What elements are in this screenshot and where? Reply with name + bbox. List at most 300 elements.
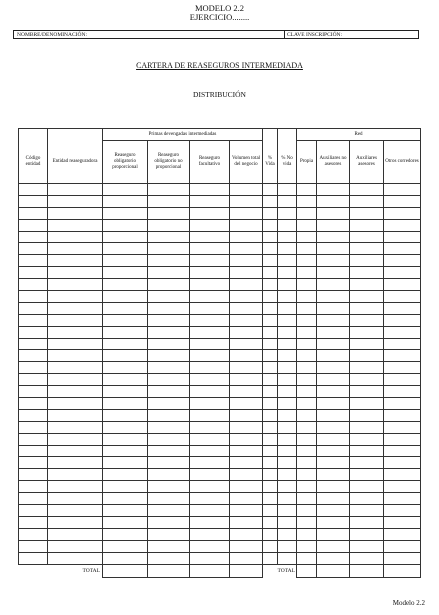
table-cell[interactable] bbox=[350, 267, 384, 279]
table-cell[interactable] bbox=[230, 516, 263, 528]
table-cell[interactable] bbox=[148, 445, 190, 457]
table-cell[interactable] bbox=[384, 386, 421, 398]
table-cell[interactable] bbox=[48, 540, 103, 552]
table-cell[interactable] bbox=[350, 481, 384, 493]
table-cell[interactable] bbox=[148, 421, 190, 433]
table-cell[interactable] bbox=[103, 314, 148, 326]
table-cell[interactable] bbox=[297, 195, 317, 207]
table-cell[interactable] bbox=[278, 255, 297, 267]
table-cell[interactable] bbox=[317, 184, 350, 196]
table-cell[interactable] bbox=[103, 505, 148, 517]
table-cell[interactable] bbox=[384, 291, 421, 303]
table-cell[interactable] bbox=[350, 279, 384, 291]
table-cell[interactable] bbox=[230, 386, 263, 398]
table-cell[interactable] bbox=[263, 552, 278, 564]
table-cell[interactable] bbox=[278, 338, 297, 350]
table-cell[interactable] bbox=[148, 409, 190, 421]
table-cell[interactable] bbox=[190, 314, 230, 326]
table-cell[interactable] bbox=[48, 243, 103, 255]
table-cell[interactable] bbox=[278, 528, 297, 540]
total-cell[interactable] bbox=[103, 564, 148, 577]
table-cell[interactable] bbox=[148, 469, 190, 481]
table-cell[interactable] bbox=[19, 528, 48, 540]
table-cell[interactable] bbox=[384, 279, 421, 291]
table-cell[interactable] bbox=[103, 398, 148, 410]
table-cell[interactable] bbox=[384, 493, 421, 505]
table-cell[interactable] bbox=[103, 184, 148, 196]
table-cell[interactable] bbox=[278, 231, 297, 243]
table-cell[interactable] bbox=[263, 255, 278, 267]
table-cell[interactable] bbox=[103, 326, 148, 338]
table-cell[interactable] bbox=[297, 267, 317, 279]
table-cell[interactable] bbox=[317, 267, 350, 279]
table-cell[interactable] bbox=[19, 493, 48, 505]
table-cell[interactable] bbox=[278, 314, 297, 326]
table-cell[interactable] bbox=[148, 195, 190, 207]
table-cell[interactable] bbox=[190, 195, 230, 207]
table-cell[interactable] bbox=[19, 469, 48, 481]
table-cell[interactable] bbox=[317, 195, 350, 207]
table-cell[interactable] bbox=[19, 314, 48, 326]
table-cell[interactable] bbox=[48, 457, 103, 469]
table-cell[interactable] bbox=[350, 398, 384, 410]
table-cell[interactable] bbox=[148, 528, 190, 540]
table-cell[interactable] bbox=[278, 350, 297, 362]
table-cell[interactable] bbox=[263, 516, 278, 528]
table-cell[interactable] bbox=[297, 433, 317, 445]
table-cell[interactable] bbox=[384, 184, 421, 196]
table-cell[interactable] bbox=[384, 421, 421, 433]
table-cell[interactable] bbox=[317, 314, 350, 326]
table-cell[interactable] bbox=[384, 398, 421, 410]
table-cell[interactable] bbox=[317, 540, 350, 552]
table-cell[interactable] bbox=[263, 528, 278, 540]
total-cell[interactable] bbox=[190, 564, 230, 577]
table-cell[interactable] bbox=[278, 445, 297, 457]
table-cell[interactable] bbox=[230, 267, 263, 279]
table-cell[interactable] bbox=[19, 243, 48, 255]
table-cell[interactable] bbox=[297, 386, 317, 398]
table-cell[interactable] bbox=[230, 481, 263, 493]
table-cell[interactable] bbox=[317, 219, 350, 231]
table-cell[interactable] bbox=[278, 505, 297, 517]
table-cell[interactable] bbox=[297, 398, 317, 410]
table-cell[interactable] bbox=[148, 398, 190, 410]
table-cell[interactable] bbox=[263, 195, 278, 207]
table-cell[interactable] bbox=[263, 481, 278, 493]
table-cell[interactable] bbox=[190, 374, 230, 386]
table-cell[interactable] bbox=[278, 398, 297, 410]
table-cell[interactable] bbox=[19, 326, 48, 338]
table-cell[interactable] bbox=[317, 291, 350, 303]
table-cell[interactable] bbox=[278, 279, 297, 291]
table-cell[interactable] bbox=[317, 207, 350, 219]
table-cell[interactable] bbox=[19, 398, 48, 410]
table-cell[interactable] bbox=[263, 421, 278, 433]
table-cell[interactable] bbox=[103, 362, 148, 374]
table-cell[interactable] bbox=[263, 207, 278, 219]
table-cell[interactable] bbox=[19, 445, 48, 457]
table-cell[interactable] bbox=[230, 469, 263, 481]
table-cell[interactable] bbox=[317, 457, 350, 469]
table-cell[interactable] bbox=[148, 314, 190, 326]
table-cell[interactable] bbox=[263, 505, 278, 517]
table-cell[interactable] bbox=[103, 302, 148, 314]
table-cell[interactable] bbox=[278, 362, 297, 374]
table-cell[interactable] bbox=[103, 516, 148, 528]
table-cell[interactable] bbox=[230, 457, 263, 469]
table-cell[interactable] bbox=[48, 398, 103, 410]
table-cell[interactable] bbox=[350, 421, 384, 433]
table-cell[interactable] bbox=[48, 552, 103, 564]
table-cell[interactable] bbox=[317, 505, 350, 517]
table-cell[interactable] bbox=[263, 445, 278, 457]
table-cell[interactable] bbox=[297, 516, 317, 528]
table-cell[interactable] bbox=[350, 219, 384, 231]
table-cell[interactable] bbox=[19, 350, 48, 362]
table-cell[interactable] bbox=[297, 279, 317, 291]
table-cell[interactable] bbox=[317, 528, 350, 540]
table-cell[interactable] bbox=[190, 409, 230, 421]
table-cell[interactable] bbox=[190, 421, 230, 433]
table-cell[interactable] bbox=[190, 481, 230, 493]
table-cell[interactable] bbox=[263, 291, 278, 303]
table-cell[interactable] bbox=[19, 195, 48, 207]
table-cell[interactable] bbox=[103, 386, 148, 398]
table-cell[interactable] bbox=[48, 338, 103, 350]
table-cell[interactable] bbox=[230, 279, 263, 291]
table-cell[interactable] bbox=[148, 291, 190, 303]
table-cell[interactable] bbox=[384, 516, 421, 528]
table-cell[interactable] bbox=[19, 219, 48, 231]
table-cell[interactable] bbox=[384, 528, 421, 540]
table-cell[interactable] bbox=[384, 362, 421, 374]
table-cell[interactable] bbox=[263, 231, 278, 243]
table-cell[interactable] bbox=[317, 409, 350, 421]
table-cell[interactable] bbox=[19, 267, 48, 279]
table-cell[interactable] bbox=[19, 409, 48, 421]
table-cell[interactable] bbox=[384, 481, 421, 493]
table-cell[interactable] bbox=[48, 493, 103, 505]
table-cell[interactable] bbox=[230, 433, 263, 445]
table-cell[interactable] bbox=[148, 279, 190, 291]
table-cell[interactable] bbox=[190, 386, 230, 398]
table-cell[interactable] bbox=[297, 445, 317, 457]
table-cell[interactable] bbox=[190, 445, 230, 457]
table-cell[interactable] bbox=[263, 457, 278, 469]
table-cell[interactable] bbox=[263, 398, 278, 410]
table-cell[interactable] bbox=[263, 362, 278, 374]
table-cell[interactable] bbox=[190, 338, 230, 350]
table-cell[interactable] bbox=[148, 350, 190, 362]
table-cell[interactable] bbox=[297, 374, 317, 386]
table-cell[interactable] bbox=[230, 243, 263, 255]
table-cell[interactable] bbox=[384, 195, 421, 207]
table-cell[interactable] bbox=[230, 350, 263, 362]
table-cell[interactable] bbox=[190, 552, 230, 564]
table-cell[interactable] bbox=[317, 516, 350, 528]
table-cell[interactable] bbox=[48, 195, 103, 207]
table-cell[interactable] bbox=[48, 516, 103, 528]
table-cell[interactable] bbox=[103, 493, 148, 505]
table-cell[interactable] bbox=[263, 350, 278, 362]
table-cell[interactable] bbox=[230, 505, 263, 517]
table-cell[interactable] bbox=[148, 505, 190, 517]
table-cell[interactable] bbox=[384, 350, 421, 362]
table-cell[interactable] bbox=[263, 279, 278, 291]
table-cell[interactable] bbox=[190, 279, 230, 291]
table-cell[interactable] bbox=[384, 326, 421, 338]
table-cell[interactable] bbox=[230, 326, 263, 338]
table-cell[interactable] bbox=[350, 326, 384, 338]
table-cell[interactable] bbox=[19, 457, 48, 469]
table-cell[interactable] bbox=[278, 195, 297, 207]
table-cell[interactable] bbox=[48, 528, 103, 540]
table-cell[interactable] bbox=[48, 505, 103, 517]
table-cell[interactable] bbox=[190, 469, 230, 481]
table-cell[interactable] bbox=[190, 207, 230, 219]
table-cell[interactable] bbox=[317, 326, 350, 338]
table-cell[interactable] bbox=[278, 516, 297, 528]
table-cell[interactable] bbox=[278, 469, 297, 481]
table-cell[interactable] bbox=[48, 386, 103, 398]
table-cell[interactable] bbox=[384, 207, 421, 219]
total-cell[interactable] bbox=[230, 564, 263, 577]
table-cell[interactable] bbox=[350, 386, 384, 398]
table-cell[interactable] bbox=[103, 481, 148, 493]
table-cell[interactable] bbox=[148, 481, 190, 493]
table-cell[interactable] bbox=[263, 267, 278, 279]
total-cell[interactable] bbox=[297, 564, 317, 577]
table-cell[interactable] bbox=[384, 457, 421, 469]
table-cell[interactable] bbox=[317, 362, 350, 374]
table-cell[interactable] bbox=[148, 540, 190, 552]
table-cell[interactable] bbox=[48, 314, 103, 326]
table-cell[interactable] bbox=[297, 231, 317, 243]
table-cell[interactable] bbox=[263, 314, 278, 326]
table-cell[interactable] bbox=[317, 374, 350, 386]
table-cell[interactable] bbox=[103, 291, 148, 303]
table-cell[interactable] bbox=[148, 552, 190, 564]
table-cell[interactable] bbox=[190, 433, 230, 445]
table-cell[interactable] bbox=[317, 552, 350, 564]
table-cell[interactable] bbox=[350, 469, 384, 481]
table-cell[interactable] bbox=[48, 469, 103, 481]
table-cell[interactable] bbox=[148, 219, 190, 231]
total-cell[interactable] bbox=[317, 564, 350, 577]
table-cell[interactable] bbox=[384, 409, 421, 421]
table-cell[interactable] bbox=[230, 207, 263, 219]
table-cell[interactable] bbox=[148, 493, 190, 505]
table-cell[interactable] bbox=[19, 338, 48, 350]
table-cell[interactable] bbox=[350, 445, 384, 457]
table-cell[interactable] bbox=[48, 267, 103, 279]
table-cell[interactable] bbox=[317, 386, 350, 398]
table-cell[interactable] bbox=[230, 374, 263, 386]
table-cell[interactable] bbox=[350, 314, 384, 326]
table-cell[interactable] bbox=[350, 243, 384, 255]
table-cell[interactable] bbox=[384, 219, 421, 231]
table-cell[interactable] bbox=[278, 433, 297, 445]
table-cell[interactable] bbox=[148, 338, 190, 350]
table-cell[interactable] bbox=[278, 481, 297, 493]
table-cell[interactable] bbox=[148, 433, 190, 445]
table-cell[interactable] bbox=[230, 421, 263, 433]
table-cell[interactable] bbox=[278, 184, 297, 196]
table-cell[interactable] bbox=[148, 374, 190, 386]
table-cell[interactable] bbox=[278, 243, 297, 255]
table-cell[interactable] bbox=[297, 350, 317, 362]
table-cell[interactable] bbox=[278, 421, 297, 433]
table-cell[interactable] bbox=[148, 207, 190, 219]
table-cell[interactable] bbox=[19, 552, 48, 564]
table-cell[interactable] bbox=[317, 481, 350, 493]
table-cell[interactable] bbox=[297, 255, 317, 267]
table-cell[interactable] bbox=[350, 231, 384, 243]
table-cell[interactable] bbox=[350, 291, 384, 303]
table-cell[interactable] bbox=[148, 326, 190, 338]
table-cell[interactable] bbox=[103, 338, 148, 350]
table-cell[interactable] bbox=[48, 326, 103, 338]
table-cell[interactable] bbox=[317, 433, 350, 445]
table-cell[interactable] bbox=[297, 457, 317, 469]
table-cell[interactable] bbox=[230, 528, 263, 540]
table-cell[interactable] bbox=[103, 255, 148, 267]
table-cell[interactable] bbox=[297, 207, 317, 219]
table-cell[interactable] bbox=[190, 326, 230, 338]
table-cell[interactable] bbox=[350, 552, 384, 564]
table-cell[interactable] bbox=[19, 386, 48, 398]
table-cell[interactable] bbox=[278, 291, 297, 303]
table-cell[interactable] bbox=[190, 540, 230, 552]
table-cell[interactable] bbox=[190, 267, 230, 279]
table-cell[interactable] bbox=[384, 243, 421, 255]
table-cell[interactable] bbox=[103, 528, 148, 540]
table-cell[interactable] bbox=[103, 219, 148, 231]
table-cell[interactable] bbox=[297, 409, 317, 421]
table-cell[interactable] bbox=[19, 481, 48, 493]
table-cell[interactable] bbox=[230, 398, 263, 410]
table-cell[interactable] bbox=[317, 255, 350, 267]
table-cell[interactable] bbox=[190, 493, 230, 505]
table-cell[interactable] bbox=[148, 386, 190, 398]
table-cell[interactable] bbox=[297, 326, 317, 338]
table-cell[interactable] bbox=[297, 302, 317, 314]
table-cell[interactable] bbox=[350, 528, 384, 540]
table-cell[interactable] bbox=[103, 195, 148, 207]
table-cell[interactable] bbox=[384, 302, 421, 314]
table-cell[interactable] bbox=[148, 457, 190, 469]
table-cell[interactable] bbox=[190, 243, 230, 255]
table-cell[interactable] bbox=[317, 421, 350, 433]
table-cell[interactable] bbox=[278, 493, 297, 505]
table-cell[interactable] bbox=[278, 207, 297, 219]
table-cell[interactable] bbox=[230, 445, 263, 457]
table-cell[interactable] bbox=[148, 302, 190, 314]
table-cell[interactable] bbox=[278, 457, 297, 469]
table-cell[interactable] bbox=[19, 231, 48, 243]
table-cell[interactable] bbox=[350, 302, 384, 314]
table-cell[interactable] bbox=[190, 457, 230, 469]
table-cell[interactable] bbox=[350, 409, 384, 421]
table-cell[interactable] bbox=[384, 338, 421, 350]
table-cell[interactable] bbox=[148, 243, 190, 255]
table-cell[interactable] bbox=[190, 219, 230, 231]
table-cell[interactable] bbox=[317, 338, 350, 350]
table-cell[interactable] bbox=[103, 421, 148, 433]
table-cell[interactable] bbox=[19, 362, 48, 374]
table-cell[interactable] bbox=[19, 255, 48, 267]
table-cell[interactable] bbox=[384, 552, 421, 564]
table-cell[interactable] bbox=[103, 540, 148, 552]
table-cell[interactable] bbox=[384, 374, 421, 386]
table-cell[interactable] bbox=[190, 505, 230, 517]
total-cell[interactable] bbox=[148, 564, 190, 577]
table-cell[interactable] bbox=[148, 184, 190, 196]
total-cell[interactable] bbox=[384, 564, 421, 577]
table-cell[interactable] bbox=[19, 291, 48, 303]
table-cell[interactable] bbox=[384, 469, 421, 481]
table-cell[interactable] bbox=[384, 255, 421, 267]
table-cell[interactable] bbox=[263, 469, 278, 481]
table-cell[interactable] bbox=[263, 540, 278, 552]
table-cell[interactable] bbox=[297, 338, 317, 350]
table-cell[interactable] bbox=[278, 552, 297, 564]
table-cell[interactable] bbox=[263, 243, 278, 255]
table-cell[interactable] bbox=[297, 493, 317, 505]
table-cell[interactable] bbox=[317, 350, 350, 362]
table-cell[interactable] bbox=[48, 409, 103, 421]
table-cell[interactable] bbox=[297, 481, 317, 493]
table-cell[interactable] bbox=[297, 421, 317, 433]
table-cell[interactable] bbox=[48, 219, 103, 231]
table-cell[interactable] bbox=[278, 267, 297, 279]
table-cell[interactable] bbox=[297, 540, 317, 552]
table-cell[interactable] bbox=[278, 540, 297, 552]
table-cell[interactable] bbox=[190, 184, 230, 196]
table-cell[interactable] bbox=[263, 433, 278, 445]
table-cell[interactable] bbox=[230, 552, 263, 564]
table-cell[interactable] bbox=[297, 184, 317, 196]
table-cell[interactable] bbox=[384, 445, 421, 457]
table-cell[interactable] bbox=[19, 279, 48, 291]
table-cell[interactable] bbox=[48, 279, 103, 291]
table-cell[interactable] bbox=[350, 505, 384, 517]
table-cell[interactable] bbox=[297, 469, 317, 481]
table-cell[interactable] bbox=[230, 314, 263, 326]
table-cell[interactable] bbox=[350, 493, 384, 505]
table-cell[interactable] bbox=[350, 374, 384, 386]
table-cell[interactable] bbox=[263, 338, 278, 350]
table-cell[interactable] bbox=[48, 302, 103, 314]
table-cell[interactable] bbox=[278, 326, 297, 338]
table-cell[interactable] bbox=[350, 540, 384, 552]
table-cell[interactable] bbox=[19, 302, 48, 314]
table-cell[interactable] bbox=[230, 195, 263, 207]
table-cell[interactable] bbox=[350, 195, 384, 207]
table-cell[interactable] bbox=[263, 326, 278, 338]
table-cell[interactable] bbox=[263, 386, 278, 398]
table-cell[interactable] bbox=[297, 362, 317, 374]
table-cell[interactable] bbox=[48, 374, 103, 386]
table-cell[interactable] bbox=[190, 291, 230, 303]
table-cell[interactable] bbox=[48, 433, 103, 445]
table-cell[interactable] bbox=[103, 231, 148, 243]
table-cell[interactable] bbox=[190, 231, 230, 243]
table-cell[interactable] bbox=[103, 552, 148, 564]
table-cell[interactable] bbox=[48, 231, 103, 243]
table-cell[interactable] bbox=[103, 457, 148, 469]
